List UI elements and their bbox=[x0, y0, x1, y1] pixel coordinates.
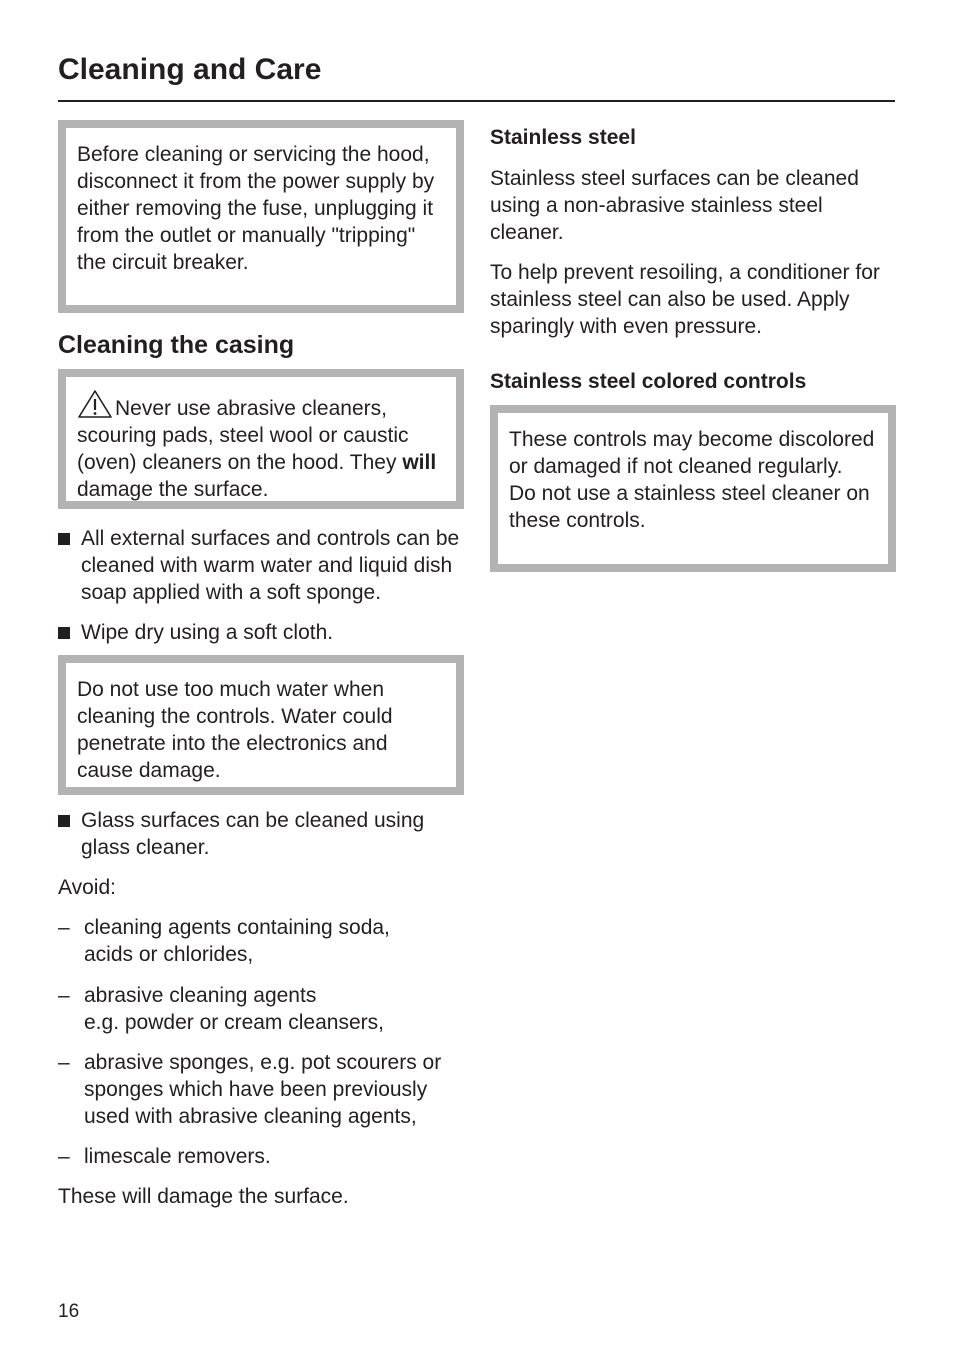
colored-controls-heading: Stainless steel colored controls bbox=[490, 370, 807, 393]
page-number: 16 bbox=[58, 1301, 80, 1322]
list-item bbox=[58, 525, 464, 606]
bullet-text: Glass surfaces can be cleaned using glass cleaner. bbox=[81, 809, 425, 859]
avoid-item-line1: abrasive sponges, e.g. pot scourers or sponges which have been previously used with abrasive cleaning agents, bbox=[84, 1051, 442, 1128]
abrasive-warning-text bbox=[77, 389, 444, 503]
abrasive-warning-box bbox=[58, 369, 464, 509]
list-item bbox=[58, 807, 464, 861]
colored-controls-note-line2: Do not use a stainless steel cleaner on these controls. bbox=[509, 482, 870, 532]
warning-triangle-icon bbox=[77, 389, 113, 419]
bullet-text: Wipe dry using a soft cloth. bbox=[81, 621, 334, 644]
water-note-box bbox=[58, 655, 464, 795]
stainless-steel-heading: Stainless steel bbox=[490, 126, 636, 149]
warning-text-bold: will bbox=[402, 451, 437, 474]
water-note-text: Do not use too much water when cleaning the controls. Water could penetrate into the electronics and cause damage. bbox=[77, 678, 393, 782]
list-item: – limescale removers. bbox=[58, 1145, 271, 1168]
warning-text-before: Never use abrasive cleaners, scouring pads, steel wool or caustic (oven) cleaners on the hood. They bbox=[77, 397, 409, 474]
avoid-item-line1: cleaning agents containing soda, bbox=[84, 916, 390, 939]
list-item: – abrasive cleaning agents e.g. powder or cream cleansers, bbox=[58, 984, 384, 1034]
colored-controls-note-box bbox=[490, 405, 896, 572]
disconnect-power-text: Before cleaning or servicing the hood, disconnect it from the power supply by either removing the fuse, unplugging it from the outlet or manually "tripping" the circuit breaker. bbox=[77, 143, 435, 274]
avoid-label: Avoid: bbox=[58, 876, 116, 899]
bullet-text: All external surfaces and controls can be cleaned with warm water and liquid dish soap applied with a soft sponge. bbox=[81, 527, 460, 604]
avoid-item-line2: acids or chlorides, bbox=[84, 943, 254, 966]
avoid-item-line1: abrasive cleaning agents bbox=[84, 984, 317, 1007]
warning-text-after: damage the surface. bbox=[77, 478, 269, 501]
stainless-steel-para-2: To help prevent resoiling, a conditioner for stainless steel can also be used. Apply sparingly with even pressure. bbox=[490, 261, 880, 338]
list-item: – cleaning agents containing soda, acids or chlorides, bbox=[58, 916, 390, 966]
avoid-item-line2: e.g. powder or cream cleansers, bbox=[84, 1011, 384, 1034]
page-title: Cleaning and Care bbox=[58, 53, 322, 86]
avoid-item-line1: limescale removers. bbox=[84, 1145, 271, 1168]
closing-text: These will damage the surface. bbox=[58, 1185, 349, 1208]
right-column bbox=[490, 120, 896, 572]
list-item bbox=[58, 619, 464, 646]
square-bullet-icon bbox=[58, 533, 70, 545]
title-rule bbox=[58, 100, 895, 102]
stainless-steel-para-1: Stainless steel surfaces can be cleaned using a non-abrasive stainless steel cleaner. bbox=[490, 167, 859, 244]
cleaning-casing-heading: Cleaning the casing bbox=[58, 331, 295, 359]
square-bullet-icon bbox=[58, 627, 70, 639]
colored-controls-note-line1: These controls may become discolored or damaged if not cleaned regularly. bbox=[509, 428, 875, 478]
disconnect-power-note bbox=[58, 120, 464, 313]
square-bullet-icon bbox=[58, 815, 70, 827]
left-column bbox=[58, 120, 464, 1210]
list-item: – abrasive sponges, e.g. pot scourers or sponges which have been previously used with abrasive cleaning agents, bbox=[58, 1051, 442, 1128]
